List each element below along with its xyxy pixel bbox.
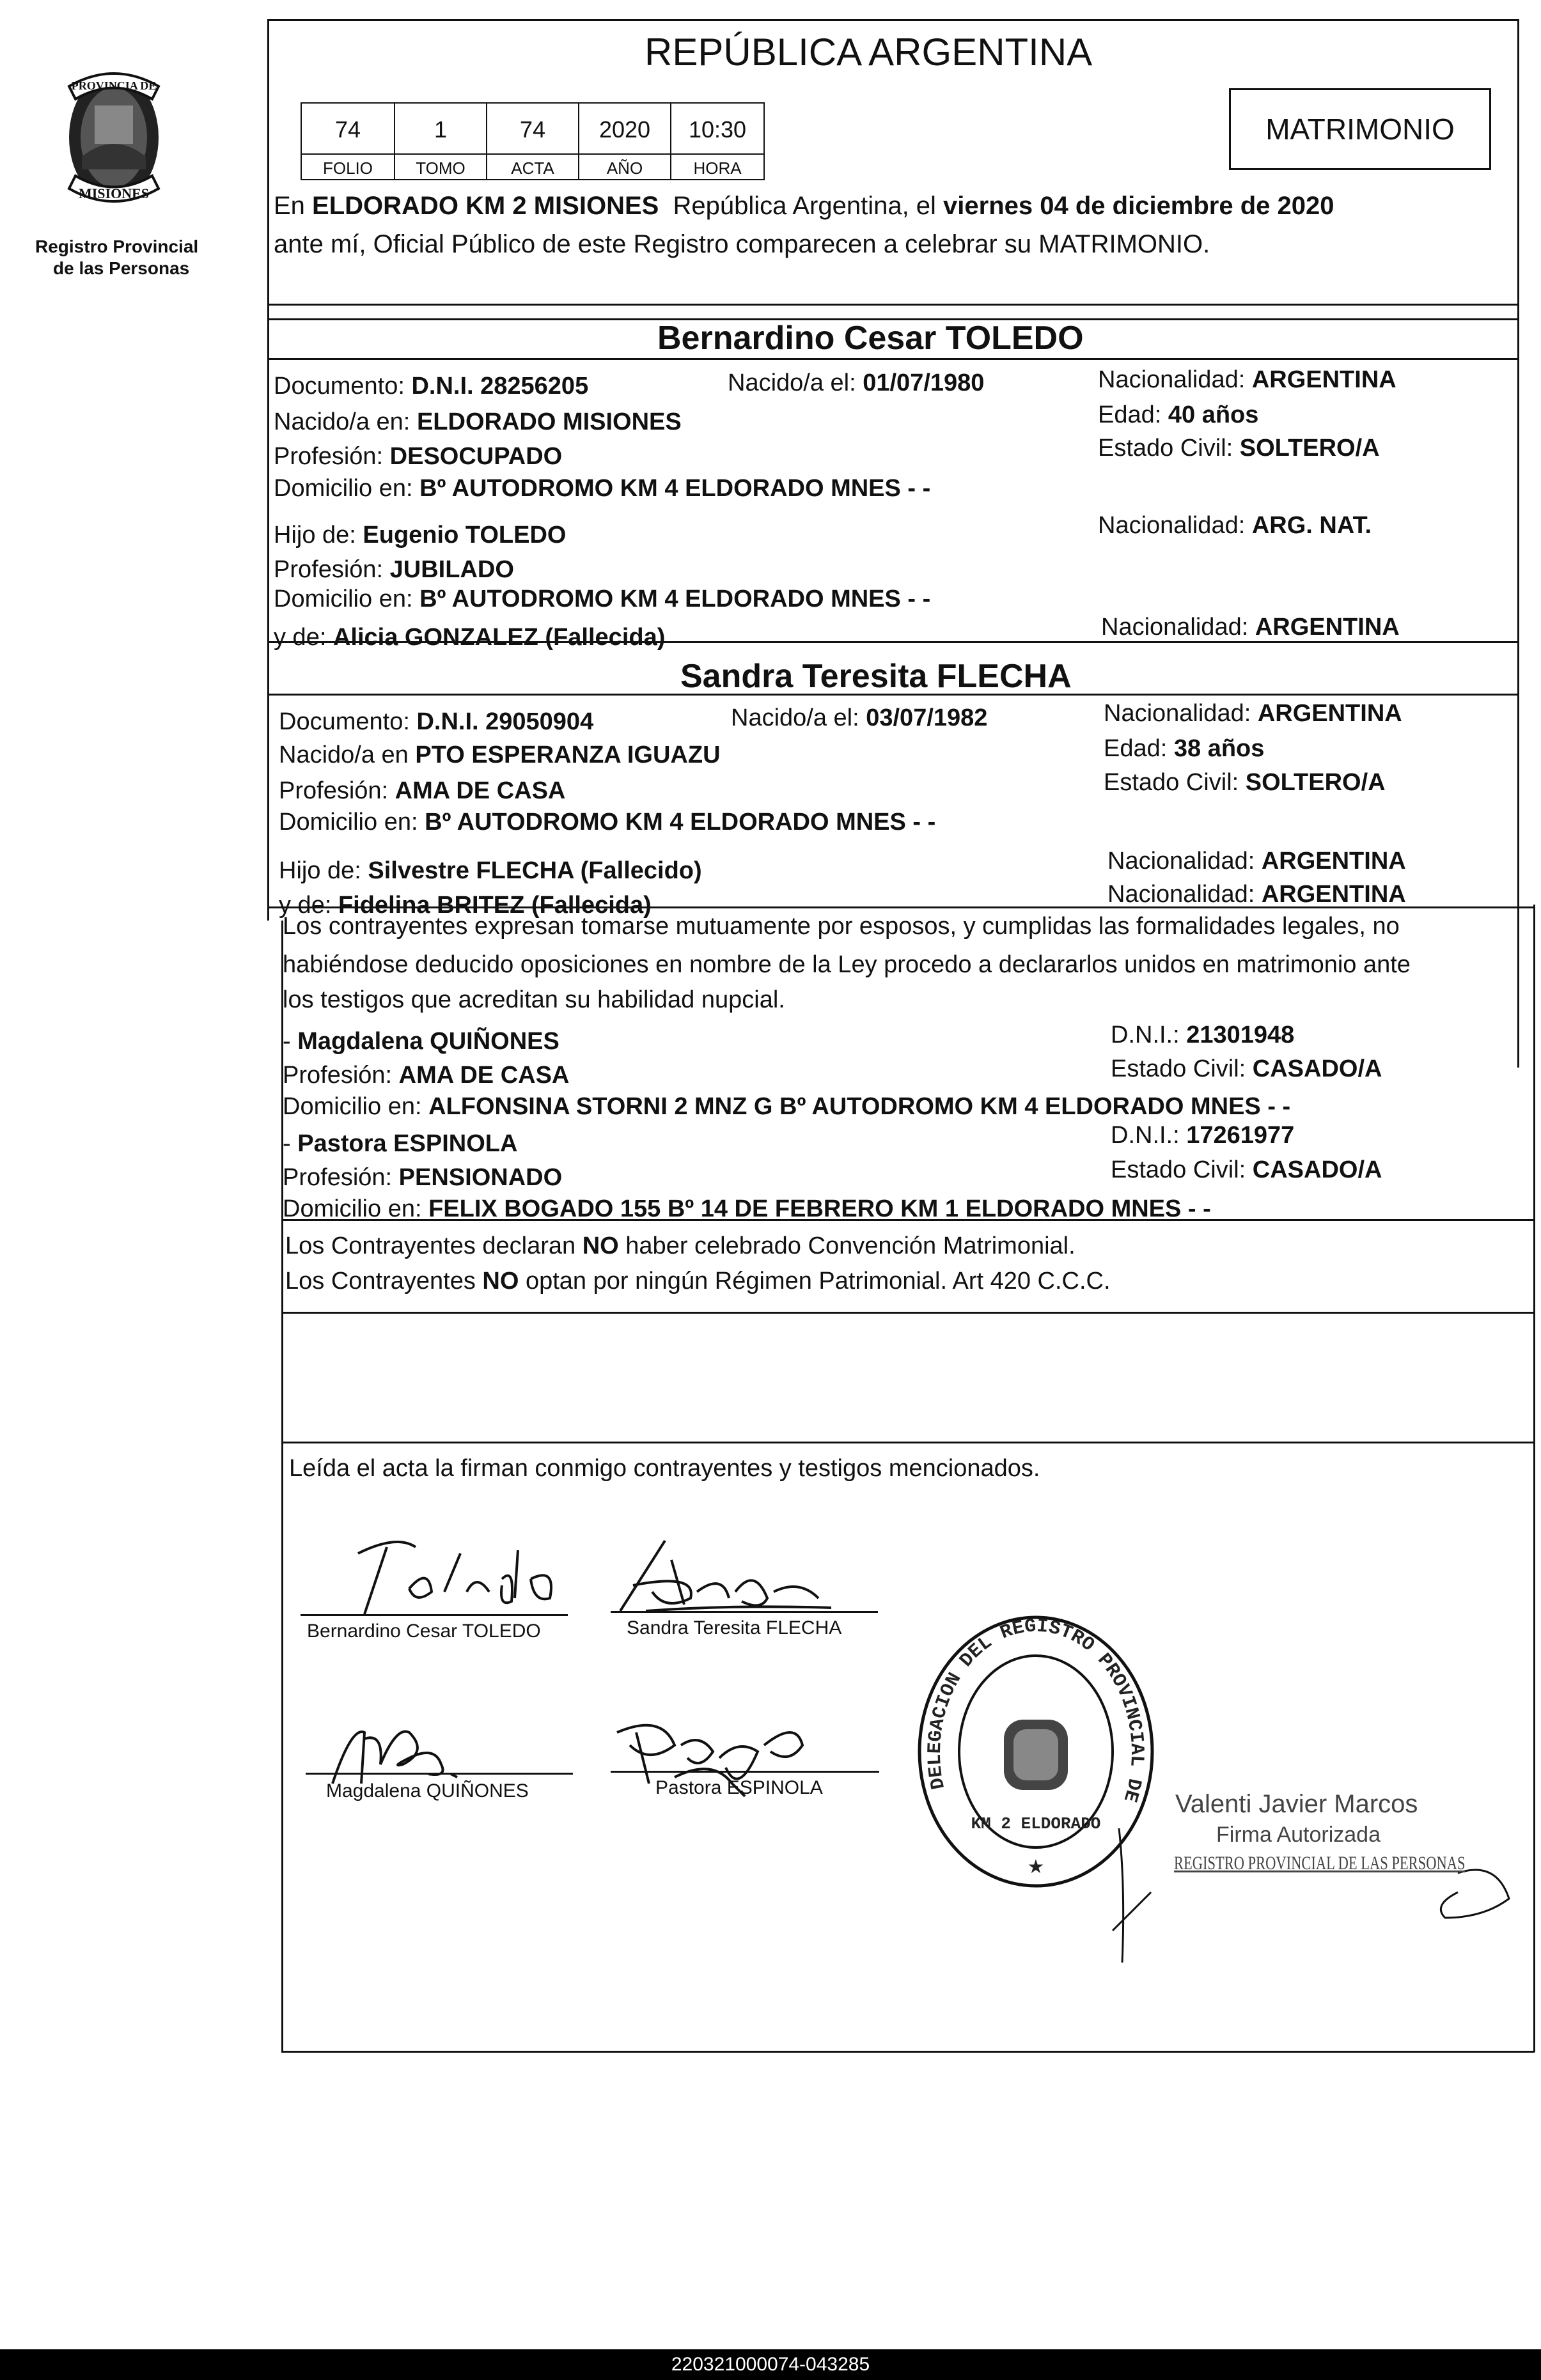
divider-witnesses-end [281, 1219, 1535, 1221]
signature-bride [607, 1515, 876, 1617]
signature-name-witness1: Magdalena QUIÑONES [326, 1780, 529, 1801]
groom-edad: Edad: 40 años [1098, 401, 1259, 428]
tomo-label: TOMO [394, 153, 487, 180]
witness1-name: - Magdalena QUIÑONES [283, 1028, 559, 1055]
intro-line2: ante mí, Oficial Público de este Registro comparecen a celebrar su MATRIMONIO. [274, 230, 1210, 258]
official-institution: REGISTRO PROVINCIAL DE LAS PERSONAS [1174, 1853, 1466, 1874]
witness2-name: - Pastora ESPINOLA [283, 1130, 518, 1157]
bride-edad: Edad: 38 años [1104, 735, 1265, 762]
bride-documento: Documento: D.N.I. 29050904 [279, 708, 594, 735]
groom-estado: Estado Civil: SOLTERO/A [1098, 435, 1380, 462]
stamp-inner-text: KM 2 ELDORADO [971, 1814, 1101, 1833]
frame-left-lower [281, 921, 283, 2052]
groom-mother-nac: Nacionalidad: ARGENTINA [1101, 614, 1400, 641]
bride-nacionalidad: Nacionalidad: ARGENTINA [1104, 700, 1402, 727]
declaration-line1: Los contrayentes expresan tomarse mutuamente por esposos, y cumplidas las formalidades legales, no [283, 913, 1400, 940]
frame-right [1517, 19, 1519, 1068]
signature-line-witness2 [611, 1771, 879, 1773]
frame-bottom [281, 2051, 1535, 2053]
divider-bride-end [267, 906, 1535, 908]
signature-line-witness1 [306, 1773, 573, 1775]
witness1-domicilio: Domicilio en: ALFONSINA STORNI 2 MNZ G Bº AUTODROMO KM 4 ELDORADO MNES - - [283, 1093, 1291, 1120]
signature-name-bride: Sandra Teresita FLECHA [627, 1617, 842, 1638]
witness1-profesion: Profesión: AMA DE CASA [283, 1062, 570, 1089]
frame-left-upper [267, 19, 269, 921]
regime-line2: Los Contrayentes NO optan por ningún Régimen Patrimonial. Art 420 C.C.C. [285, 1268, 1111, 1295]
groom-domicilio: Domicilio en: Bº AUTODROMO KM 4 ELDORADO MNES - - [274, 475, 931, 502]
hora-label: HORA [670, 153, 765, 180]
witness2-estado: Estado Civil: CASADO/A [1111, 1156, 1382, 1183]
page-title: REPÚBLICA ARGENTINA [645, 31, 1093, 74]
official-signature [1100, 1822, 1522, 2001]
bride-domicilio: Domicilio en: Bº AUTODROMO KM 4 ELDORADO MNES - - [279, 809, 936, 836]
groom-profesion: Profesión: DESOCUPADO [274, 443, 563, 470]
divider-blank-end [281, 1442, 1535, 1443]
registry-line2: de las Personas [53, 258, 190, 278]
bride-mother-nac: Nacionalidad: ARGENTINA [1107, 881, 1406, 908]
groom-father-nac: Nacionalidad: ARG. NAT. [1098, 512, 1372, 539]
witness1-estado: Estado Civil: CASADO/A [1111, 1055, 1382, 1082]
intro-place: ELDORADO KM 2 MISIONES [312, 192, 659, 220]
intro-country: República Argentina, el [659, 192, 944, 220]
province-logo [37, 61, 191, 221]
frame-right-lower [1533, 905, 1535, 2052]
groom-mother: y de: Alicia GONZALEZ (Fallecida) [274, 624, 666, 651]
divider-regime-end [281, 1312, 1535, 1314]
groom-father-prof: Profesión: JUBILADO [274, 556, 514, 583]
bride-profesion: Profesión: AMA DE CASA [279, 777, 566, 804]
folio-value: 74 [301, 102, 395, 155]
witness2-dni: D.N.I.: 17261977 [1111, 1122, 1295, 1149]
bride-name: Sandra Teresita FLECHA [680, 658, 1072, 695]
divider-groom-end [267, 641, 1519, 643]
bride-father-nac: Nacionalidad: ARGENTINA [1107, 848, 1406, 875]
signature-name-groom: Bernardino Cesar TOLEDO [307, 1621, 541, 1642]
official-role: Firma Autorizada [1216, 1823, 1381, 1847]
groom-father: Hijo de: Eugenio TOLEDO [274, 522, 567, 548]
svg-text:MISIONES: MISIONES [78, 185, 150, 201]
groom-father-dom: Domicilio en: Bº AUTODROMO KM 4 ELDORADO MNES - - [274, 586, 931, 612]
signature-line-bride [611, 1611, 878, 1613]
tomo-value: 1 [394, 102, 487, 155]
divider-groom [267, 358, 1519, 360]
groom-lugar: Nacido/a en: ELDORADO MISIONES [274, 408, 682, 435]
groom-nacionalidad: Nacionalidad: ARGENTINA [1098, 366, 1396, 393]
bride-estado: Estado Civil: SOLTERO/A [1104, 769, 1386, 796]
acta-label: ACTA [486, 153, 579, 180]
ano-value: 2020 [578, 102, 671, 155]
groom-name: Bernardino Cesar TOLEDO [657, 320, 1084, 357]
hora-value: 10:30 [670, 102, 765, 155]
frame-top [267, 19, 1519, 21]
divider-intro [267, 304, 1519, 306]
groom-nacido: Nacido/a el: 01/07/1980 [728, 369, 985, 396]
regime-line1: Los Contrayentes declaran NO haber celebrado Convención Matrimonial. [285, 1233, 1076, 1259]
bride-nacido: Nacido/a el: 03/07/1982 [731, 704, 988, 731]
groom-documento: Documento: D.N.I. 28256205 [274, 373, 589, 400]
footer-code: 220321000074-043285 [0, 2349, 1541, 2380]
svg-text:★: ★ [1027, 1856, 1045, 1878]
witness2-profesion: Profesión: PENSIONADO [283, 1164, 563, 1191]
signature-name-witness2: Pastora ESPINOLA [655, 1777, 823, 1798]
intro-date: viernes 04 de diciembre de 2020 [943, 192, 1334, 220]
act-type-box: MATRIMONIO [1229, 88, 1491, 170]
acta-value: 74 [486, 102, 579, 155]
divider-bride [267, 694, 1519, 696]
bride-lugar: Nacido/a en PTO ESPERANZA IGUAZU [279, 742, 721, 768]
witness2-domicilio: Domicilio en: FELIX BOGADO 155 Bº 14 DE FEBRERO KM 1 ELDORADO MNES - - [283, 1195, 1211, 1222]
signature-line-groom [301, 1614, 568, 1616]
signature-witness1 [320, 1713, 486, 1787]
registry-line1: Registro Provincial [35, 237, 199, 256]
ano-label: AÑO [578, 153, 671, 180]
bride-mother: y de: Fidelina BRITEZ (Fallecida) [279, 892, 652, 919]
bride-father: Hijo de: Silvestre FLECHA (Fallecido) [279, 857, 702, 884]
folio-label: FOLIO [301, 153, 395, 180]
stamp-ring-text: DELEGACION DEL REGISTRO PROVINCIAL DE [924, 1615, 1148, 1805]
intro-line1 [274, 193, 1334, 219]
official-name: Valenti Javier Marcos [1175, 1790, 1418, 1818]
witness1-dni: D.N.I.: 21301948 [1111, 1022, 1295, 1048]
svg-text:PROVINCIA DE: PROVINCIA DE [71, 79, 157, 92]
closing-text: Leída el acta la firman conmigo contrayentes y testigos mencionados. [289, 1455, 1040, 1482]
declaration-line2: habiéndose deducido oposiciones en nombre de la Ley procedo a declararlos unidos en matrimonio ante [283, 951, 1411, 978]
signature-groom [320, 1528, 588, 1617]
intro-prefix: En [274, 192, 313, 220]
declaration-line3: los testigos que acreditan su habilidad nupcial. [283, 986, 785, 1013]
